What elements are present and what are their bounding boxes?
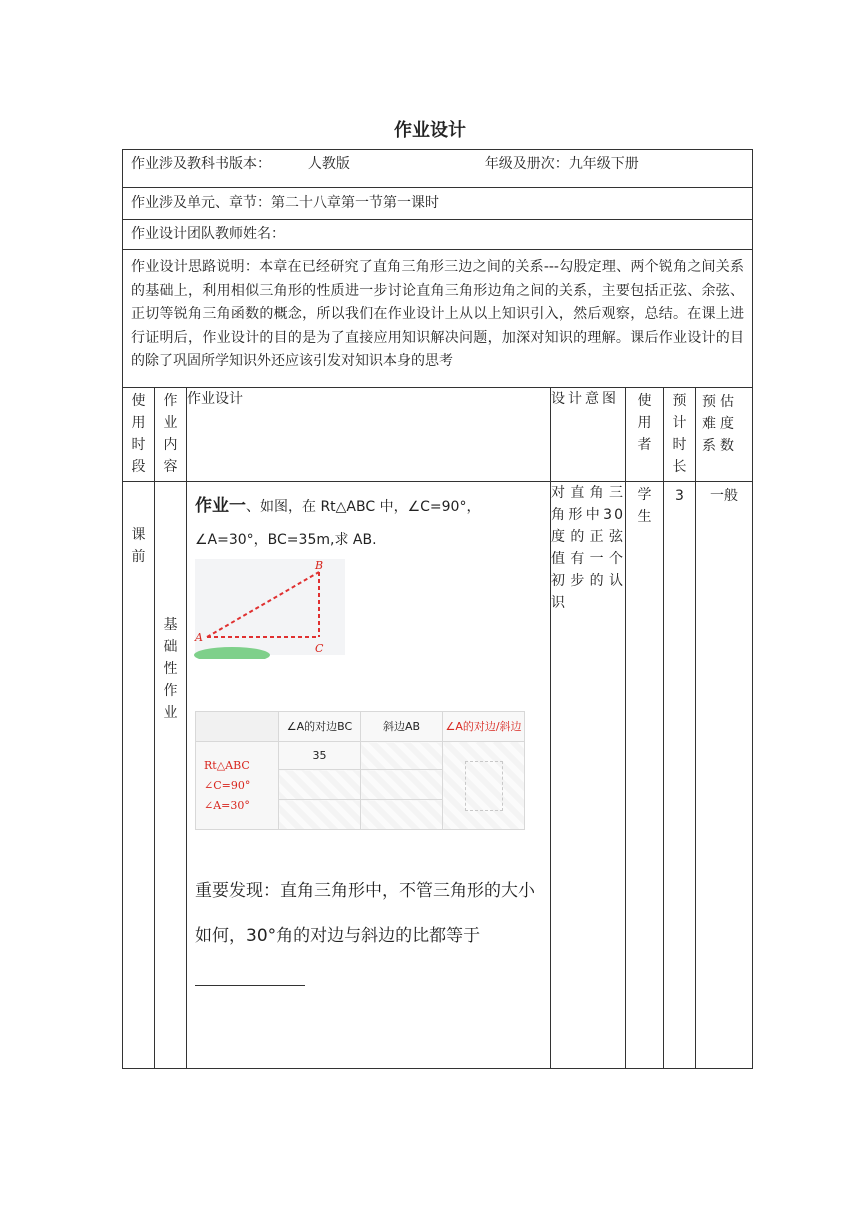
team-label: 作业设计团队教师姓名： [131,226,285,242]
period-value: 课前 [131,527,146,565]
col-intent-header: 设计意图 [551,391,619,407]
textbook-label: 作业涉及教科书版本： [131,156,271,172]
design-note: 作业设计思路说明：本章在已经研究了直角三角形三边之间的关系---勾股定理、两个锐角之间关系的基础上，利用相似三角形的性质进一步讨论直角三角形边角之间的关系，主要包括正弦、余弦、正切等锐角三角函数的概念，所以我们在作业设计上从以上知识引入，然后观察，总结。在课上进行证明后，作业设计的目的是为了直接应用知识解决问题，加深对知识的理解。课后作业设计的目的除了巩固所学知识外还应该引发对知识本身的思考 [131,259,745,369]
inner-header-ratio: ∠A的对边/斜边 [443,712,525,742]
col-difficulty-header: 预估难度系数 [702,394,738,454]
triangle-figure [187,559,347,659]
inner-blank-ratio [443,742,525,830]
inner-label-rt: Rt△ABC [204,758,250,772]
inner-header-bc: ∠A的对边BC [279,712,361,742]
time-value: 3 [675,488,684,504]
inner-blank-3 [279,800,361,830]
inner-blank-4 [361,800,443,830]
inner-label-a30: ∠A=30° [204,798,250,812]
answer-blank[interactable] [195,967,305,986]
homework-design-table [122,149,753,1069]
col-time-header: 预计时长 [672,393,687,475]
col-content-header: 作业内容 [163,393,178,475]
grade-value: 九年级下册 [568,156,639,172]
textbook-value: 人教版 [307,156,350,172]
inner-blank-1 [279,770,361,800]
inner-header-ab: 斜边AB [361,712,443,742]
inner-value-bc: 35 [279,742,361,770]
intent-value: 对直角三角形中30度的正弦值有一个初步的认识 [551,485,625,611]
unit-value: 第二十八章第一节第一课时 [271,195,439,211]
key-finding [187,869,550,1004]
content-value: 基础性作业 [163,617,178,721]
col-user-header: 使用者 [637,393,652,453]
ratio-table-image [195,711,525,829]
inner-blank-2 [361,770,443,800]
col-period-header: 使用时段 [131,393,146,475]
question-1-text: 、如图，在 Rt△ABC 中，∠C=90°，∠A=30°，BC=35m,求 AB. [195,499,481,548]
label-b: B [315,559,324,572]
question-1 [187,482,550,557]
label-a: A [195,631,203,644]
user-value: 学生 [637,487,652,525]
col-design-header: 作业设计 [187,391,243,407]
label-c: C [315,642,324,655]
page-title: 作业设计 [394,120,466,141]
unit-label: 作业涉及单元、章节： [131,195,271,211]
inner-label-c90: ∠C=90° [204,778,251,792]
inner-blank-ab [361,742,443,770]
key-finding-text: 重要发现：直角三角形中，不管三角形的大小如何，30°角的对边与斜边的比都等于 [195,881,535,946]
grade-label: 年级及册次： [484,156,569,172]
difficulty-value: 一般 [710,488,739,504]
question-1-title: 作业一 [195,496,246,516]
